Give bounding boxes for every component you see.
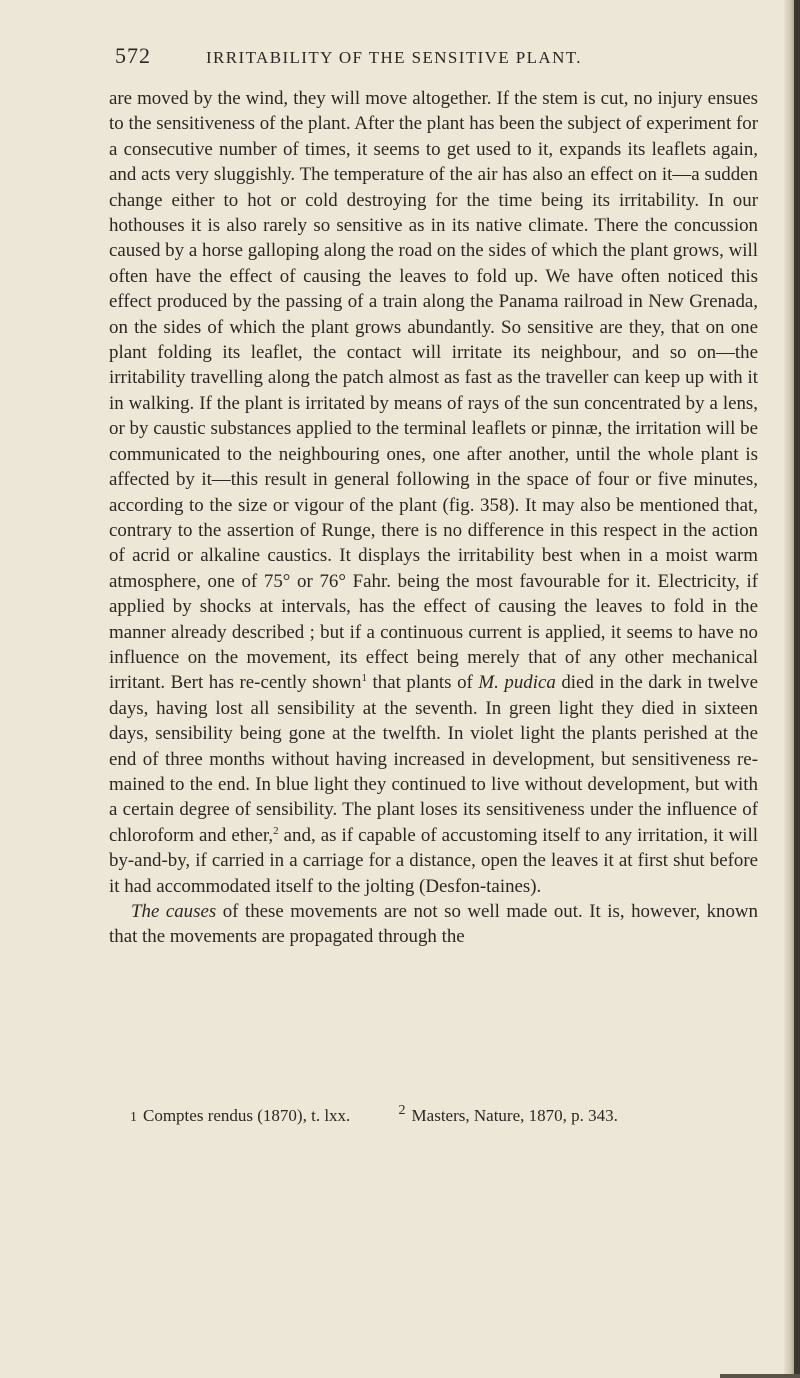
footnote-text: Comptes rendus (1870), t. lxx. (143, 1105, 351, 1125)
species-name: M. pudica (478, 672, 556, 694)
body-text (109, 86, 758, 950)
page-edge-dark (794, 0, 800, 1378)
page-number: 572 (115, 43, 151, 68)
italic-phrase: The causes (131, 901, 217, 922)
footnote-ref: 2 (273, 824, 279, 837)
paragraph-text: died in the dark in twelve days, having lost all sensibility at the seventh. In green light they died in sixteen days, sensibility being gone at the twelfth. In violet light the plants perished at the end of three months without having increased in development, but sensitiveness re-mained to the end. In blue light they continued to live without development, but with a certain degree of sensibility. The plant loses its sensitiveness under the influence of chloroform and ether, (109, 672, 758, 846)
paragraph-text: of these movements are not so well made out. It is, however, known that the movements are propagated through the (109, 901, 759, 948)
footnote-text: Masters, Nature, 1870, p. 343. (411, 1105, 618, 1125)
paragraph (109, 86, 758, 899)
footnote (398, 1103, 618, 1125)
bottom-edge-shadow (720, 1374, 800, 1378)
footnote-number: 2 (398, 1103, 406, 1118)
paragraph-text: are moved by the wind, they will move altogether. If the stem is cut, no injury ensues to the sensitiveness of the plant. After the plant has been the subject of experiment for a consecutive number of times, it seems to get used to it, expands its leaflets again, and acts very sluggishly. The temperature of the air has also an effect on it—a sudden change either to hot or cold destroying for the time being its irritability. In our hothouses it is also rarely so sensitive as in its native climate. There the concussion caused by a horse galloping along the road on the sides of which the plant grows, will often have the effect of causing the leaves to fold up. We have often noticed this effect produced by the passing of a train along the Panama railroad in New Grenada, on the sides of which the plant grows abundantly. So sensitive are they, that on one plant folding its leaflet, the contact will irritate its neighbour, and so on—the irritability travelling along the patch almost as fast as the traveller can keep up with it in walking. If the plant is irritated by means of rays of the sun concentrated by a lens, or by caustic substances applied to the terminal leaflets or pinnæ, the irritation will be communicated to the neighbouring ones, one after another, until the whole plant is affected by it—this result in general following in the space of four or five minutes, according to the size or vigour of the plant (fig. 358). It may also be mentioned that, contrary to the assertion of Runge, there is no difference in this respect in the action of acrid or alkaline caustics. It displays the irritability best when in a moist warm atmosphere, one of 75° or 76° Fahr. being the most favourable for it. Electricity, if applied by shocks at intervals, has the effect of causing the leaves to fold in the manner already described ; but if a continuous current is applied, it seems to have no influence on the movement, its effect being merely that of any other mechanical irritant. Bert has re-cently shown (109, 88, 758, 694)
running-head: IRRITABILITY OF THE SENSITIVE PLANT. (206, 48, 582, 67)
paragraph (109, 899, 758, 950)
paragraph-text: that plants of (366, 672, 479, 694)
footnote (130, 1106, 350, 1125)
footnotes (130, 1103, 760, 1126)
paragraph-text: and, as if capable of accustoming itself to any irritation, it will by-and-by, if carried in a carriage for a distance, open the leaves it at first shut before it had accommodated itself to the jolting (Desfon-taines). (109, 824, 758, 897)
footnote-number: 1 (130, 1109, 137, 1125)
footnote-ref: 1 (361, 672, 367, 685)
page-header (100, 43, 770, 73)
